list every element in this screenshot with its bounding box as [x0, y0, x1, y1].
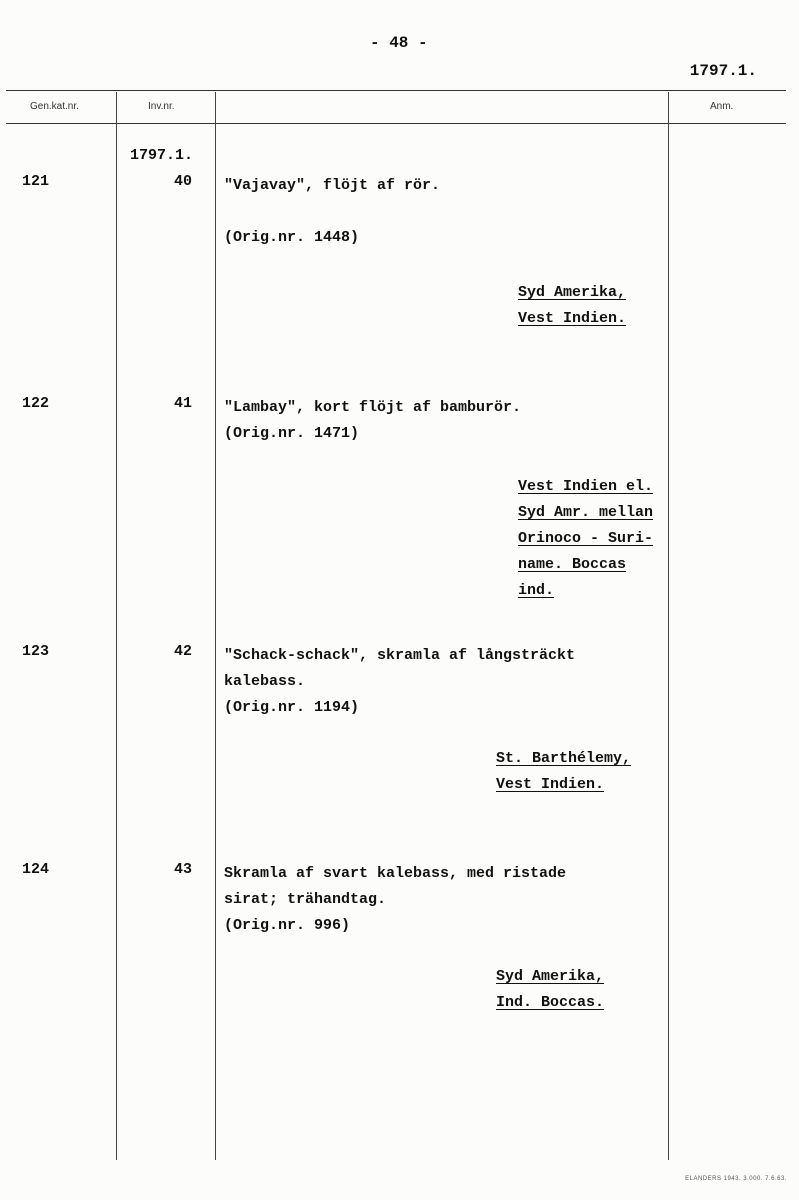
inv-number: 40: [173, 173, 192, 190]
entry-origin: [496, 746, 631, 798]
origin-line: Syd Amr. mellan: [518, 504, 654, 521]
inv-number: 42: [173, 643, 192, 660]
description-line: "Vajavay", flöjt af rör.: [224, 177, 441, 194]
entry-origin: [496, 964, 604, 1016]
description-line: "Lambay", kort flöjt af bamburör.: [224, 399, 522, 416]
description-line: (Orig.nr. 1471): [224, 425, 360, 442]
column-header-anm: Anm.: [710, 101, 734, 112]
column-header-invnr: Inv.nr.: [148, 101, 175, 112]
entry-origin: [518, 280, 626, 332]
header-bottom-rule: [6, 123, 786, 124]
origin-line: Orinoco - Suri-: [518, 530, 654, 547]
inv-number: 43: [173, 861, 192, 878]
origin-line: name. Boccas: [518, 556, 627, 573]
origin-line: Ind. Boccas.: [496, 994, 605, 1011]
entry-description: [224, 861, 566, 939]
origin-line: Vest Indien el.: [518, 478, 654, 495]
column-header-genkat: Gen.kat.nr.: [30, 101, 79, 112]
gen-kat-number: 122: [22, 395, 50, 412]
origin-line: ind.: [518, 582, 555, 599]
description-line: [224, 199, 440, 225]
gen-kat-number: 121: [22, 173, 50, 190]
gen-kat-number: 123: [22, 643, 50, 660]
entry-description: [224, 173, 440, 251]
description-line: Skramla af svart kalebass, med ristade: [224, 865, 567, 882]
column-divider-3: [668, 92, 669, 1160]
page-number: - 48 -: [370, 34, 428, 52]
inv-number: 41: [173, 395, 192, 412]
series-reference: 1797.1.: [130, 147, 194, 164]
catalog-reference: 1797.1.: [689, 62, 757, 80]
description-line: "Schack-schack", skramla af långsträckt: [224, 647, 576, 664]
origin-line: Vest Indien.: [518, 310, 627, 327]
gen-kat-number: 124: [22, 861, 50, 878]
header-top-rule: [6, 90, 786, 91]
entry-description: [224, 395, 521, 447]
description-line: (Orig.nr. 1448): [224, 229, 360, 246]
entry-description: [224, 643, 575, 721]
origin-line: Syd Amerika,: [496, 968, 605, 985]
column-divider-1: [116, 92, 117, 1160]
printer-mark: ELANDERS 1943. 3.000. 7.6.63.: [685, 1176, 787, 1182]
entry-origin: [518, 474, 653, 604]
description-line: (Orig.nr. 1194): [224, 699, 360, 716]
origin-line: Syd Amerika,: [518, 284, 627, 301]
description-line: kalebass.: [224, 673, 306, 690]
origin-line: St. Barthélemy,: [496, 750, 632, 767]
description-line: (Orig.nr. 996): [224, 917, 351, 934]
column-divider-2: [215, 92, 216, 1160]
origin-line: Vest Indien.: [496, 776, 605, 793]
description-line: sirat; trähandtag.: [224, 891, 387, 908]
